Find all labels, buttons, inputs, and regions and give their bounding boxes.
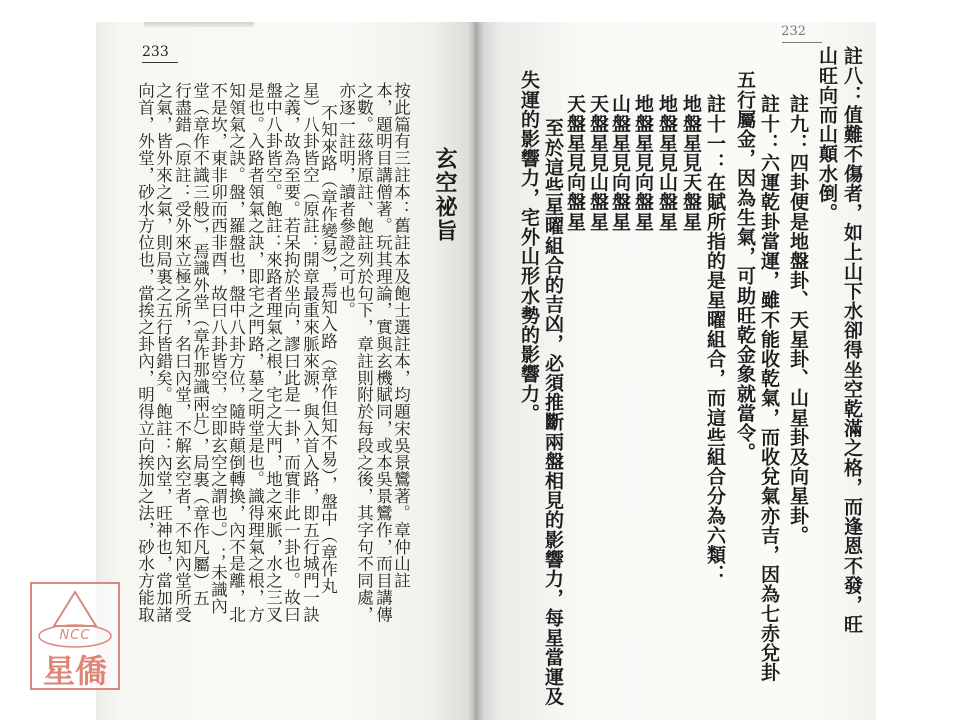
page-number-rule	[782, 42, 822, 43]
note-column: 註八：值難不傷者，如上山下水卻得坐空乾滿之格，而逢恩不發，旺	[841, 46, 863, 634]
note-column: 註十一：在賦所指的是星曜組合，而這些組合分為六類：	[704, 94, 726, 584]
ncc-watermark-stamp	[30, 582, 120, 690]
left-page	[96, 22, 476, 720]
text-column: 是也。入路者領氣之訣，即宅之門路，墓之明堂是也。識得理氣之根，方	[245, 82, 265, 623]
note-column: 五行屬金，因為生氣，可助旺乾金象就當令。	[734, 70, 756, 462]
star-combination-item: 地盤星見天盤星	[680, 94, 702, 232]
note-column: 註九：四卦便是地盤卦、天星卦、山星卦及向星卦。	[787, 94, 809, 545]
text-column: 向首，外堂，砂水方位也，當挨之卦內，明得立向挨加之法，砂水方能取	[135, 82, 155, 623]
text-column: 本，題明目講僧著。玩其理論，實與玄機賦同，或本吳景鸞作，而目講傳	[373, 82, 393, 623]
text-column: 之數。茲將原註、飽註列於句下，章註則附於每段之後，其字句不同處，	[354, 82, 374, 623]
page-top-edge	[144, 22, 254, 27]
text-column: 亦逐一註明，讀者參證之可也。	[336, 82, 356, 319]
text-column: 行盡錯（原註：受外來立極之所，名曰內堂，不解玄空者，不知內堂所受	[172, 82, 192, 623]
star-combination-item: 天盤星見向盤星	[564, 94, 586, 232]
note-column: 失運的影響力，宅外山形水勢的影響力。	[518, 70, 540, 423]
stamp-chinese-text: 星僑	[42, 652, 107, 690]
text-column: 之氣，皆外來之氣，則局裏之五行皆錯矣。飽註：內堂，旺神也，當加諸	[153, 82, 173, 623]
chapter-title: 玄空祕旨	[432, 147, 457, 243]
text-column: 按此篇有三註本：舊註本及飽士選註本，均題宋吳景鸞著。章仲山註	[391, 82, 411, 589]
page-number-rule	[142, 62, 178, 63]
text-column: 星）八卦皆空（原註：開章最重來脈來源，與入首入路，即五行城門一訣	[300, 82, 320, 623]
text-column: 知領氣之訣。盤，羅盤也，盤中八卦方位，隨時顛倒轉換，內不是離，北	[226, 82, 246, 623]
note-column: 山旺向而山顛水倒。	[816, 46, 838, 223]
text-column: 不知來路（章作變易），焉知入路（章作但知不易），盤中（章作丸	[318, 104, 338, 595]
star-combination-item: 山盤星見向盤星	[609, 94, 631, 232]
star-combination-item: 地盤星見向盤星	[632, 94, 654, 232]
right-page-number: 232	[781, 24, 806, 39]
left-page-number: 233	[142, 44, 169, 60]
right-page	[476, 22, 876, 720]
open-book	[96, 22, 876, 720]
note-column: 註十：六運乾卦當運，雖不能收乾氣，而收兌氣亦吉，因為七赤兌卦	[758, 94, 780, 682]
text-column: 堂（章作不識三般），焉識外堂（章作那識兩片），局裏（章作凡屬）五	[190, 82, 210, 607]
text-column: 之義，故為至要。若呆拘於坐向，謬曰此是一卦，而實非此一卦也。故曰	[281, 82, 301, 623]
stamp-latin-text: NCC	[59, 628, 91, 643]
text-column: 不是坎，東非卯而西非酉，故曰八卦皆空，空即玄空之謂也。）；未識內	[208, 82, 228, 615]
note-column: 至於這些星曜組合的吉凶，必須推斷兩盤相見的影響力，每星當運及	[542, 118, 564, 706]
book-spine	[475, 22, 477, 720]
text-column: 盤中八卦皆空。飽註：來路者理氣之根，宅之大門，地之來脈，水之三叉	[263, 82, 283, 623]
star-combination-item: 地盤星見山盤星	[656, 94, 678, 232]
star-combination-item: 天盤星見山盤星	[587, 94, 609, 232]
